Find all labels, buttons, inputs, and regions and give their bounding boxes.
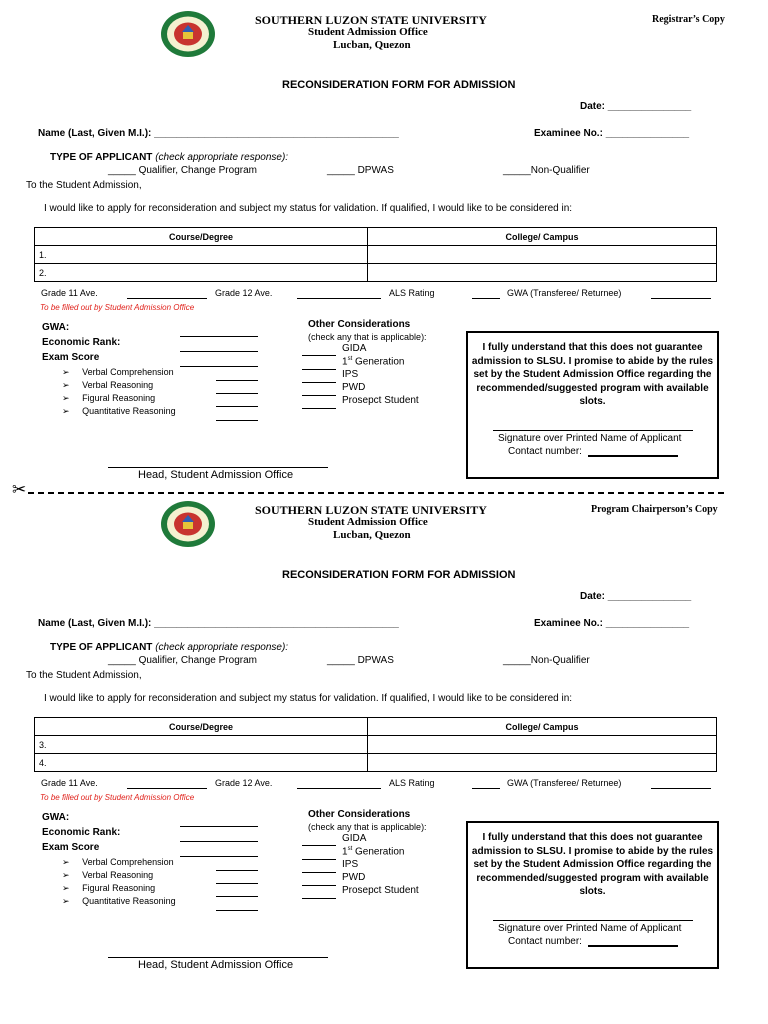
checkbox-blank[interactable] (302, 898, 336, 899)
course-choice-cell[interactable]: 4. (35, 754, 368, 772)
applicant-signature-label: Signature over Printed Name of Applicant (498, 923, 682, 934)
office-use-note: To be filled out by Student Admission Office (40, 303, 195, 312)
exam-score-label: Exam Score (42, 842, 100, 853)
form-copy (0, 490, 768, 980)
checkbox-blank[interactable] (302, 872, 336, 873)
checkbox-blank[interactable] (302, 885, 336, 886)
gwa-label: GWA: (42, 812, 70, 823)
request-statement: I would like to apply for reconsideration and subject my status for validation. If qualified, I would like to be considered in: (44, 203, 573, 214)
other-considerations-title: Other Considerations (308, 319, 411, 330)
option-prospect-student: Prosepct Student (342, 395, 419, 406)
option-pwd: PWD (342, 872, 366, 883)
subtest-blank[interactable] (216, 393, 258, 394)
option-dpwas[interactable]: _____ DPWAS (327, 655, 394, 666)
als-rating-label: ALS Rating (389, 288, 435, 298)
bullet-arrow-icon: ➢ (62, 883, 70, 893)
course-degree-header: Course/Degree (35, 228, 368, 246)
checkbox-blank[interactable] (302, 408, 336, 409)
university-location: Lucban, Quezon (333, 39, 411, 51)
checkbox-blank[interactable] (302, 382, 336, 383)
subtest-blank[interactable] (216, 896, 258, 897)
gwa-transferee-blank[interactable] (651, 788, 711, 789)
option-qualifier-change-program[interactable]: _____ Qualifier, Change Program (108, 165, 257, 176)
grade11-label: Grade 11 Ave. (41, 288, 98, 298)
subtest-figural-reasoning (62, 883, 155, 894)
agreement-box (466, 331, 719, 479)
subtest-label: Verbal Reasoning (82, 870, 154, 880)
course-choice-cell[interactable]: 2. (35, 264, 368, 282)
applicant-signature-label: Signature over Printed Name of Applicant (498, 433, 682, 444)
subtest-quantitative-reasoning (62, 406, 176, 417)
exam-score-label: Exam Score (42, 352, 100, 363)
grade12-label: Grade 12 Ave. (215, 288, 273, 298)
college-choice-cell[interactable] (368, 246, 717, 264)
applicant-signature-line[interactable] (493, 920, 693, 921)
gwa-blank[interactable] (180, 826, 258, 827)
office-name: Student Admission Office (308, 516, 428, 528)
checkbox-blank[interactable] (302, 355, 336, 356)
grade12-label: Grade 12 Ave. (215, 778, 273, 788)
grade11-label: Grade 11 Ave. (41, 778, 98, 788)
agreement-box (466, 821, 719, 969)
bullet-arrow-icon: ➢ (62, 393, 70, 403)
bullet-arrow-icon: ➢ (62, 896, 70, 906)
head-signature-label: Head, Student Admission Office (138, 469, 294, 481)
option-gida: GIDA (342, 343, 367, 354)
subtest-label: Verbal Reasoning (82, 380, 154, 390)
head-signature-line[interactable] (108, 957, 328, 958)
dashed-line (28, 492, 724, 494)
examinee-number-field[interactable]: Examinee No.: _______________ (534, 128, 690, 139)
gwa-blank[interactable] (180, 336, 258, 337)
name-field[interactable]: Name (Last, Given M.I.): ____________________________________________ (38, 618, 399, 629)
subtest-blank[interactable] (216, 380, 258, 381)
subtest-blank[interactable] (216, 420, 258, 421)
bullet-arrow-icon: ➢ (62, 870, 70, 880)
bullet-arrow-icon: ➢ (62, 857, 70, 867)
table-row (35, 264, 717, 282)
copy-label: Registrar’s Copy (652, 14, 725, 25)
copy-label: Program Chairperson’s Copy (591, 504, 718, 515)
office-name: Student Admission Office (308, 26, 428, 38)
subtest-quantitative-reasoning (62, 896, 176, 907)
option-gida: GIDA (342, 833, 367, 844)
examinee-number-field[interactable]: Examinee No.: _______________ (534, 618, 690, 629)
subtest-blank[interactable] (216, 910, 258, 911)
option-pwd: PWD (342, 382, 366, 393)
applicant-type-instruction: (check appropriate response): (155, 152, 289, 163)
als-rating-blank[interactable] (472, 298, 500, 299)
college-choice-cell[interactable] (368, 754, 717, 772)
subtest-verbal-comprehension (62, 857, 174, 868)
bullet-arrow-icon: ➢ (62, 380, 70, 390)
head-signature-label: Head, Student Admission Office (138, 959, 294, 971)
subtest-blank[interactable] (216, 870, 258, 871)
subtest-figural-reasoning (62, 393, 155, 404)
option-ips: IPS (342, 369, 359, 380)
college-choice-cell[interactable] (368, 736, 717, 754)
option-non-qualifier[interactable]: _____Non-Qualifier (503, 165, 590, 176)
course-choice-cell[interactable]: 3. (35, 736, 368, 754)
checkbox-blank[interactable] (302, 859, 336, 860)
office-use-note: To be filled out by Student Admission Office (40, 793, 195, 802)
als-rating-blank[interactable] (472, 788, 500, 789)
contact-number-blank[interactable] (588, 945, 678, 947)
grade11-blank[interactable] (127, 298, 207, 299)
other-considerations-instruction: (check any that is applicable): (308, 822, 427, 832)
applicant-signature-line[interactable] (493, 430, 693, 431)
head-signature-line[interactable] (108, 467, 328, 468)
applicant-type-label: TYPE OF APPLICANT (50, 642, 153, 653)
course-degree-header: Course/Degree (35, 718, 368, 736)
checkbox-blank[interactable] (302, 395, 336, 396)
college-campus-header: College/ Campus (368, 718, 717, 736)
college-choice-cell[interactable] (368, 264, 717, 282)
applicant-type-instruction: (check appropriate response): (155, 642, 289, 653)
option-dpwas[interactable]: _____ DPWAS (327, 165, 394, 176)
grade12-blank[interactable] (297, 788, 381, 789)
option-non-qualifier[interactable]: _____Non-Qualifier (503, 655, 590, 666)
applicant-type-heading (50, 642, 288, 653)
college-campus-header: College/ Campus (368, 228, 717, 246)
grade12-blank[interactable] (297, 298, 381, 299)
option-first-generation: 1st Generation (342, 846, 405, 858)
date-field[interactable]: Date: _______________ (580, 591, 692, 602)
salutation: To the Student Admission, (26, 670, 142, 681)
als-rating-label: ALS Rating (389, 778, 435, 788)
university-location: Lucban, Quezon (333, 529, 411, 541)
economic-rank-blank[interactable] (180, 841, 258, 842)
scissors-icon: ✂ (12, 480, 27, 499)
cut-line (12, 480, 724, 500)
bullet-arrow-icon: ➢ (62, 406, 70, 416)
university-seal-icon (160, 500, 216, 548)
subtest-label: Quantitative Reasoning (82, 406, 176, 416)
name-field[interactable]: Name (Last, Given M.I.): ____________________________________________ (38, 128, 399, 139)
university-name: SOUTHERN LUZON STATE UNIVERSITY (255, 503, 487, 517)
applicant-type-label: TYPE OF APPLICANT (50, 152, 153, 163)
subtest-label: Quantitative Reasoning (82, 896, 176, 906)
university-name: SOUTHERN LUZON STATE UNIVERSITY (255, 13, 487, 27)
other-considerations-instruction: (check any that is applicable): (308, 332, 427, 342)
contact-number-label: Contact number: (508, 446, 582, 457)
checkbox-blank[interactable] (302, 369, 336, 370)
gwa-transferee-label: GWA (Transferee/ Returnee) (507, 288, 622, 298)
bullet-arrow-icon: ➢ (62, 367, 70, 377)
option-prospect-student: Prosepct Student (342, 885, 419, 896)
contact-number-label: Contact number: (508, 936, 582, 947)
option-qualifier-change-program[interactable]: _____ Qualifier, Change Program (108, 655, 257, 666)
date-field[interactable]: Date: _______________ (580, 101, 692, 112)
course-choice-cell[interactable]: 1. (35, 246, 368, 264)
agreement-text: I fully understand that this does not guarantee admission to SLSU. I promise to abide by the rules set by the Student Admission Office regarding the recommended/suggested program with available slots. (471, 832, 714, 897)
grade11-blank[interactable] (127, 788, 207, 789)
form-title: RECONSIDERATION FORM FOR ADMISSION (282, 79, 516, 91)
agreement-text: I fully understand that this does not guarantee admission to SLSU. I promise to abide by the rules set by the Student Admission Office regarding the recommended/suggested program with available slots. (471, 342, 714, 407)
table-row (35, 736, 717, 754)
salutation: To the Student Admission, (26, 180, 142, 191)
exam-score-blank[interactable] (180, 366, 258, 367)
table-row (35, 246, 717, 264)
request-statement: I would like to apply for reconsideration and subject my status for validation. If qualified, I would like to be considered in: (44, 693, 573, 704)
course-college-table (34, 717, 717, 772)
course-college-table (34, 227, 717, 282)
contact-number-blank[interactable] (588, 455, 678, 457)
option-ips: IPS (342, 859, 359, 870)
economic-rank-blank[interactable] (180, 351, 258, 352)
applicant-type-heading (50, 152, 288, 163)
economic-rank-label: Economic Rank: (42, 827, 121, 838)
subtest-label: Verbal Comprehension (82, 857, 174, 867)
economic-rank-label: Economic Rank: (42, 337, 121, 348)
university-seal-icon (160, 10, 216, 58)
form-copy (0, 0, 768, 490)
subtest-verbal-comprehension (62, 367, 174, 378)
subtest-blank[interactable] (216, 406, 258, 407)
subtest-verbal-reasoning (62, 870, 153, 881)
gwa-transferee-blank[interactable] (651, 298, 711, 299)
option-first-generation: 1st Generation (342, 356, 405, 368)
checkbox-blank[interactable] (302, 845, 336, 846)
subtest-label: Figural Reasoning (82, 393, 156, 403)
table-row (35, 754, 717, 772)
subtest-label: Verbal Comprehension (82, 367, 174, 377)
gwa-transferee-label: GWA (Transferee/ Returnee) (507, 778, 622, 788)
exam-score-blank[interactable] (180, 856, 258, 857)
gwa-label: GWA: (42, 322, 70, 333)
other-considerations-title: Other Considerations (308, 809, 411, 820)
subtest-label: Figural Reasoning (82, 883, 156, 893)
subtest-blank[interactable] (216, 883, 258, 884)
subtest-verbal-reasoning (62, 380, 153, 391)
form-title: RECONSIDERATION FORM FOR ADMISSION (282, 569, 516, 581)
